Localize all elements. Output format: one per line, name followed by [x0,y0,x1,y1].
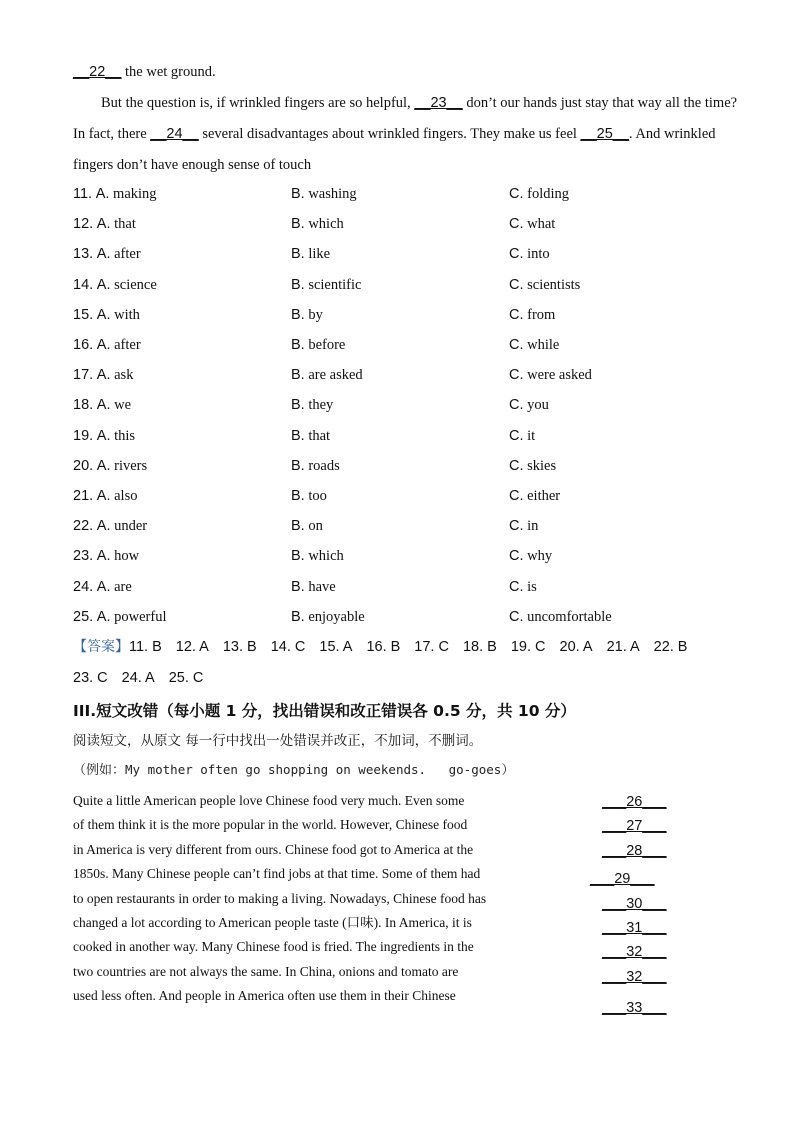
option-letter: C. [509,276,524,293]
blank-24: __24__ [150,126,199,142]
option-text: also [114,488,138,504]
option-letter: C. [509,246,524,263]
answer-item: 24. A [121,670,155,686]
option-text: is [527,578,537,595]
option-text: rivers [114,457,148,474]
option-text: either [527,488,561,504]
question-row [73,184,773,204]
answer-blank: ___33___ [602,1000,667,1017]
passage-text: . And wrinkled [628,126,716,142]
option-letter: B. [291,457,305,474]
option-text: we [114,397,132,414]
option-b [291,456,340,476]
question-row [73,546,773,566]
answer-line-2 [73,670,217,686]
option-a [73,607,166,627]
question-number: 12. [73,216,94,233]
option-b [291,214,344,234]
option-b [291,546,344,566]
option-text: under [114,518,148,535]
option-letter: C. [509,337,524,353]
option-a [73,516,147,536]
passage-line: 1850s. Many Chinese people can’t find jobs at that time. Some of them had [73,866,481,882]
option-a [73,244,141,264]
option-c [509,426,535,446]
option-b [291,516,323,536]
option-a [73,486,137,506]
option-letter: B. [291,216,305,233]
option-text: this [114,427,136,444]
option-a [73,395,131,415]
answer-item: 17. C [414,639,449,655]
option-text: enjoyable [308,608,365,625]
question-row [73,486,773,506]
passage-text: don’t our hands just stay that way all the time? [462,95,738,111]
option-letter: C. [509,367,524,384]
option-c [509,305,555,325]
option-text: from [527,306,556,323]
option-letter: C. [509,457,524,474]
passage-line-1 [73,62,216,82]
blank-23: __23__ [414,95,463,111]
blank-25: __25__ [580,126,629,142]
option-text: science [114,276,157,293]
answer-item: 12. A [175,639,209,655]
option-text: how [114,548,140,565]
option-text: ask [114,367,134,384]
option-letter: B. [291,578,305,595]
question-number: 19. [73,427,94,444]
answer-item: 21. A [606,639,640,655]
passage-text: several disadvantages about wrinkled fingers. They make us feel [198,126,581,142]
option-letter: B. [291,548,305,565]
option-b [291,275,361,295]
option-letter: C. [509,427,524,444]
option-letter: A. [96,608,111,625]
option-text: they [308,397,334,414]
option-letter: A. [96,457,111,474]
option-text: that [308,427,331,444]
option-text: too [308,488,327,504]
option-b [291,577,336,597]
answer-item: 18. B [462,639,497,655]
option-c [509,365,592,385]
option-letter: A. [96,367,111,384]
question-number: 11. [73,186,93,202]
answer-item: 19. C [510,639,546,655]
option-b [291,244,330,264]
option-b [291,426,330,446]
question-number: 24. [73,578,94,595]
option-a [73,305,140,325]
option-letter: C. [509,216,524,233]
option-text: scientific [308,276,362,293]
section-example [73,760,514,781]
answer-blank: ___29___ [590,871,655,888]
option-c [509,214,555,234]
answer-item: 23. C [73,670,108,686]
option-letter: C. [509,186,524,202]
question-row [73,275,773,295]
option-a [73,546,139,566]
answer-item: 11. B [129,639,162,655]
option-a [73,456,147,476]
option-text: before [308,337,346,353]
question-row [73,335,773,355]
option-letter: A. [96,246,111,263]
option-text: washing [308,186,357,202]
answer-key [73,637,701,657]
question-row [73,305,773,325]
option-letter: C. [509,397,524,414]
passage-line: in America is very different from ours. Chinese food got to America at the [73,841,474,857]
option-a [73,426,135,446]
question-row [73,214,773,234]
passage-line: changed a lot according to American people taste (口味). In America, it is [73,915,472,930]
option-letter: B. [291,367,305,384]
option-text: folding [527,186,570,202]
option-b [291,305,323,325]
question-number: 22. [73,518,94,535]
option-letter: A. [96,306,111,323]
option-text: on [308,518,323,535]
option-b [291,335,345,355]
option-letter: B. [291,427,305,444]
option-letter: B. [291,397,305,414]
question-number: 13. [73,246,94,263]
option-c [509,607,612,627]
question-row [73,516,773,536]
option-text: like [308,246,331,263]
answer-blank: ___27___ [602,818,667,835]
option-letter: B. [291,608,305,625]
question-row [73,456,773,476]
option-text: have [308,578,336,595]
option-text: powerful [114,608,167,625]
option-c [509,577,537,597]
option-b [291,486,327,506]
option-c [509,275,580,295]
section-instruction: 阅读短文，从原文 每一行中找出一处错误并改正，不加词，不删词。 [73,733,483,749]
option-text: what [527,216,556,233]
passage-line: Quite a little American people love Chinese food very much. Even some [73,793,465,808]
option-a [73,577,132,597]
option-c [509,546,552,566]
option-text: were asked [527,367,592,384]
answer-line-1 [129,639,701,655]
option-c [509,335,559,355]
option-letter: C. [509,578,524,595]
section-title: III.短文改错（每小题 1 分，找出错误和改正错误各 0.5 分，共 10 分） [73,702,576,720]
option-text: into [527,246,550,263]
question-number: 21. [73,488,94,504]
question-number: 16. [73,337,94,353]
question-row [73,395,773,415]
option-text: while [527,337,560,353]
option-letter: B. [291,306,305,323]
option-letter: C. [509,488,524,504]
passage-line-2 [101,93,737,113]
question-number: 15. [73,306,94,323]
option-b [291,607,365,627]
option-letter: B. [291,488,305,504]
question-number: 17. [73,367,94,384]
option-letter: A. [96,337,111,353]
passage-line-4 [73,155,311,175]
option-letter: B. [291,246,305,263]
option-letter: A. [96,518,111,535]
option-text: are [114,578,132,595]
option-text: you [527,397,549,414]
question-row [73,244,773,264]
option-b [291,184,357,204]
option-text: why [527,548,553,565]
example-text: My mother often go shopping on weekends. go-goes [125,762,502,777]
question-number: 14. [73,276,94,293]
passage-line: to open restaurants in order to making a living. Nowadays, Chinese food has [73,890,487,906]
passage-text: In fact, there [73,126,151,142]
option-b [291,365,363,385]
option-a [73,184,157,204]
answer-item: 14. C [270,639,306,655]
option-c [509,244,550,264]
option-text: roads [308,457,340,474]
option-letter: A. [96,548,111,565]
option-a [73,365,133,385]
answer-item: 13. B [222,639,257,655]
answer-item: 16. B [366,639,401,655]
passage-line: cooked in another way. Many Chinese food is fried. The ingredients in the [73,939,474,955]
option-text: in [527,518,539,535]
option-c [509,516,538,536]
answer-blank: ___26___ [602,794,667,810]
option-letter: C. [509,306,524,323]
answer-blank: ___32___ [602,968,667,985]
question-number: 23. [73,548,94,565]
option-letter: B. [291,337,305,353]
answer-blank: ___30___ [602,895,667,912]
option-letter: A. [96,216,111,233]
question-number: 20. [73,457,94,474]
option-text: after [114,246,141,263]
passage-line: used less often. And people in America often use them in their Chinese [73,988,456,1004]
option-c [509,456,556,476]
option-letter: C. [509,608,524,625]
passage-text: fingers don’t have enough sense of touch [73,157,312,173]
question-number: 25. [73,608,94,625]
option-text: which [308,216,344,233]
passage-text: the wet ground. [121,64,216,80]
option-c [509,395,549,415]
example-open: （例如： [73,763,126,778]
answer-label: 【答案】 [73,639,129,655]
answer-key-line-2 [73,668,217,688]
passage-line-3 [73,124,716,144]
option-letter: A. [95,186,110,202]
answer-item: 22. B [653,639,688,655]
question-number: 18. [73,397,94,414]
passage-line: two countries are not always the same. In China, onions and tomato are [73,963,459,979]
answer-item: 25. C [168,670,204,686]
answer-blank: ___31___ [602,920,667,936]
option-letter: C. [509,548,524,565]
option-letter: C. [509,518,524,535]
option-text: skies [527,457,557,474]
question-row [73,577,773,597]
option-letter: B. [291,518,305,535]
option-letter: B. [291,186,305,202]
option-text: by [308,306,323,323]
option-letter: A. [96,397,111,414]
option-c [509,184,569,204]
option-text: which [308,548,344,565]
option-letter: A. [96,488,111,504]
option-letter: A. [96,276,111,293]
example-close: ） [501,763,515,778]
question-row [73,365,773,385]
option-a [73,335,141,355]
option-c [509,486,560,506]
question-row [73,426,773,446]
option-text: uncomfortable [527,608,612,625]
option-letter: A. [96,427,111,444]
answer-blank: ___32___ [602,944,667,961]
blank-22: __22__ [73,64,122,80]
answer-blank: ___28___ [602,842,667,859]
option-letter: A. [96,578,111,595]
option-letter: B. [291,276,305,293]
answer-item: 20. A [559,639,593,655]
option-text: it [527,427,536,444]
option-text: after [114,337,141,353]
answer-item: 15. A [319,639,353,655]
option-a [73,214,136,234]
option-text: are asked [308,367,363,384]
option-a [73,275,157,295]
option-text: with [114,306,140,323]
option-text: that [114,216,136,233]
passage-text: But the question is, if wrinkled fingers are so helpful, [101,95,415,111]
option-b [291,395,333,415]
question-row [73,607,773,627]
option-text: making [113,186,157,202]
option-text: scientists [527,276,581,293]
passage-line: of them think it is the more popular in the world. However, Chinese food [73,817,468,833]
